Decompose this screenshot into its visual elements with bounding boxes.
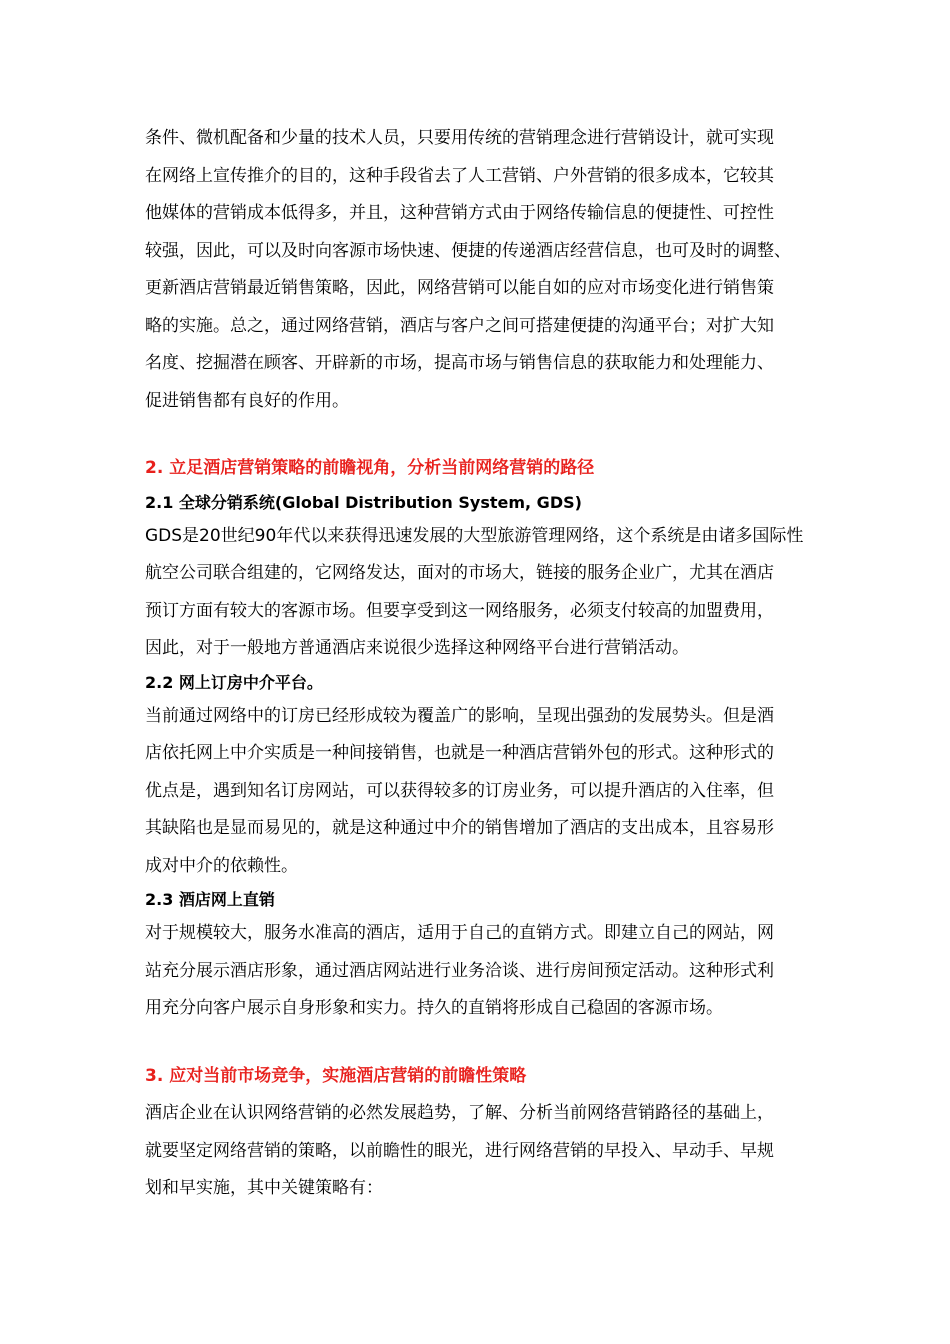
text-line: 酒店企业在认识网络营销的必然发展趋势，了解、分析当前网络营销路径的基础上， (145, 1103, 774, 1123)
text-line: 对于规模较大，服务水准高的酒店，适用于自己的直销方式。即建立自己的网站，网 (145, 923, 774, 943)
text-line: 他媒体的营销成本低得多，并且，这种营销方式由于网络传输信息的便捷性、可控性 (145, 203, 774, 223)
subsection-2-1-title: 2.1 全球分销系统(Global Distribution System, GDS) (145, 492, 582, 512)
spacer (145, 1028, 815, 1058)
text-line: 用充分向客户展示自身形象和实力。持久的直销将形成自己稳固的客源市场。 (145, 998, 723, 1018)
document-page (145, 120, 815, 1208)
text-line: 其缺陷也是显而易见的，就是这种通过中介的销售增加了酒店的支出成本，且容易形 (145, 818, 774, 838)
text-line: 当前通过网络中的订房已经形成较为覆盖广的影响，呈现出强劲的发展势头。但是酒 (145, 705, 774, 726)
intro-paragraph (145, 120, 815, 420)
text-line: 就要坚定网络营销的策略，以前瞻性的眼光，进行网络营销的早投入、早动手、早规 (145, 1140, 774, 1161)
text-line: 较强，因此，可以及时向客源市场快速、便捷的传递酒店经营信息，也可及时的调整、 (145, 240, 791, 261)
text-line: 名度、挖掘潜在顾客、开辟新的市场，提高市场与销售信息的获取能力和处理能力、 (145, 353, 774, 373)
text-line: GDS是20世纪90年代以来获得迅速发展的大型旅游管理网络，这个系统是由诸多国际性 (145, 525, 804, 546)
text-line: 略的实施。总之，通过网络营销，酒店与客户之间可搭建便捷的沟通平台；对扩大知 (145, 315, 774, 336)
text-line: 在网络上宣传推介的目的，这种手段省去了人工营销、户外营销的很多成本，它较其 (145, 165, 774, 186)
section-3-heading: 3. 应对当前市场竞争，实施酒店营销的前瞻性策略 (145, 1065, 527, 1086)
spacer (145, 420, 815, 450)
section-3-body (145, 1095, 815, 1208)
text-line: 优点是，遇到知名订房网站，可以获得较多的订房业务，可以提升酒店的入住率，但 (145, 780, 774, 801)
text-line: 店依托网上中介实质是一种间接销售，也就是一种酒店营销外包的形式。这种形式的 (145, 743, 774, 763)
text-line: 航空公司联合组建的，它网络发达，面对的市场大，链接的服务企业广，尤其在酒店 (145, 563, 774, 583)
text-line: 因此，对于一般地方普通酒店来说很少选择这种网络平台进行营销活动。 (145, 638, 689, 658)
text-line: 成对中介的依赖性。 (145, 855, 298, 876)
section-2-heading: 2. 立足酒店营销策略的前瞻视角，分析当前网络营销的路径 (145, 458, 595, 478)
text-line: 预订方面有较大的客源市场。但要享受到这一网络服务，必须支付较高的加盟费用， (145, 600, 774, 621)
subsection-2-1-body (145, 518, 815, 668)
subsection-2-2-title: 2.2 网上订房中介平台。 (145, 672, 323, 692)
subsection-2-3-title: 2.3 酒店网上直销 (145, 890, 275, 909)
text-line: 划和早实施，其中关键策略有： (145, 1178, 383, 1198)
text-line: 促进销售都有良好的作用。 (145, 390, 349, 411)
text-line: 站充分展示酒店形象，通过酒店网站进行业务洽谈、进行房间预定活动。这种形式利 (145, 960, 774, 981)
text-line: 更新酒店营销最近销售策略，因此，网络营销可以能自如的应对市场变化进行销售策 (145, 278, 774, 298)
text-line: 条件、微机配备和少量的技术人员，只要用传统的营销理念进行营销设计，就可实现 (145, 128, 774, 148)
subsection-2-2-body (145, 698, 815, 886)
subsection-2-3-body (145, 915, 815, 1028)
